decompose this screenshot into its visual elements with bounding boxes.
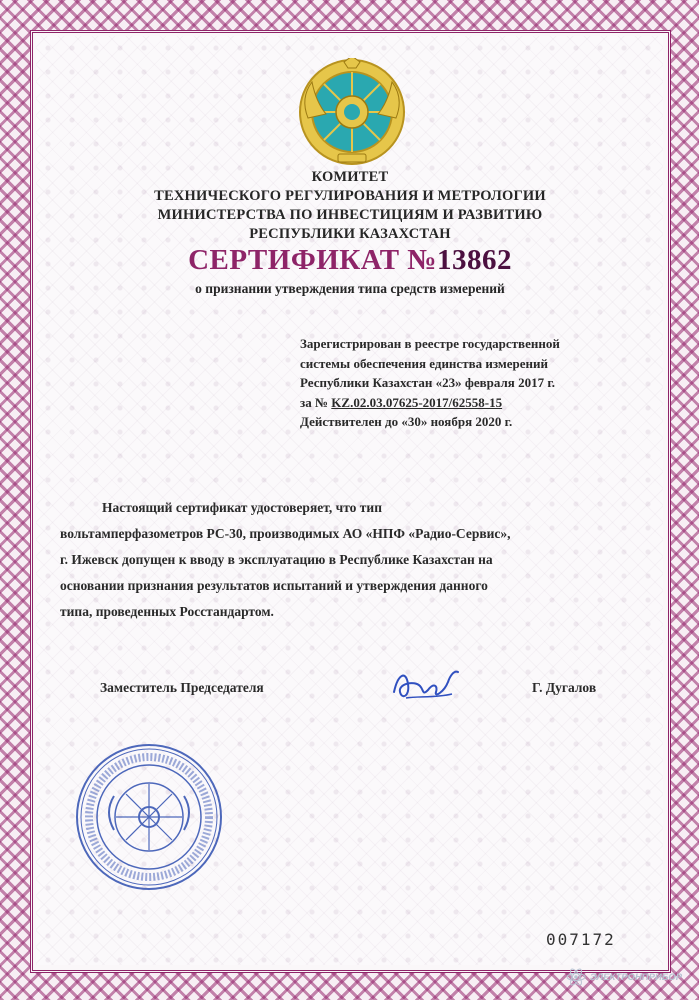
body-line: Настоящий сертификат удостоверяет, что тип	[102, 500, 382, 515]
certificate-subtitle: о признании утверждения типа средств измерений	[195, 281, 505, 296]
atom-icon	[566, 967, 586, 987]
issuing-authority	[60, 168, 640, 244]
registry-line: Зарегистрирован в реестре государственной	[300, 336, 560, 351]
certificate-number: 13862	[436, 244, 512, 276]
validity-line: Действителен до «30» ноября 2020 г.	[300, 414, 513, 429]
certificate-body	[60, 495, 644, 625]
watermark	[566, 965, 696, 989]
certificate-title-label: СЕРТИФИКАТ №	[188, 244, 437, 276]
registry-line: системы обеспечения единства измерений	[300, 355, 548, 371]
body-line: г. Ижевск допущен к вводу в эксплуатацию в Республике Казахстан на	[60, 552, 493, 567]
kazakhstan-emblem-icon	[298, 58, 406, 166]
signatory-position: Заместитель Председателя	[100, 680, 264, 695]
handwritten-signature	[388, 662, 468, 706]
registry-line	[300, 393, 660, 413]
body-line: основании признания результатов испытаний и утверждения данного	[60, 578, 488, 593]
authority-line: РЕСПУБЛИКИ КАЗАХСТАН	[249, 226, 451, 242]
registry-line: Республики Казахстан «23» февраля 2017 г.	[300, 375, 556, 390]
body-line: типа, проведенных Росстандартом.	[60, 604, 274, 619]
authority-line: КОМИТЕТ	[311, 169, 389, 185]
serial-number: 007172	[546, 930, 616, 949]
authority-line: МИНИСТЕРСТВА ПО ИНВЕСТИЦИЯМ И РАЗВИТИЮ	[157, 207, 543, 223]
registry-block	[300, 334, 660, 432]
watermark-text: ЭЛЕКТРОНПРИБОР	[590, 971, 683, 983]
signatory-name: Г. Дугалов	[532, 680, 597, 695]
authority-line: ТЕХНИЧЕСКОГО РЕГУЛИРОВАНИЯ И МЕТРОЛОГИИ	[154, 188, 546, 204]
body-line: вольтамперфазометров РС-30, производимых АО «НПФ «Радио-Сервис»,	[60, 526, 511, 541]
official-seal	[74, 742, 224, 892]
certificate-title	[60, 244, 640, 277]
registry-number-prefix: за №	[300, 394, 332, 410]
registry-number: KZ.02.03.07625-2017/62558-15	[331, 394, 503, 410]
